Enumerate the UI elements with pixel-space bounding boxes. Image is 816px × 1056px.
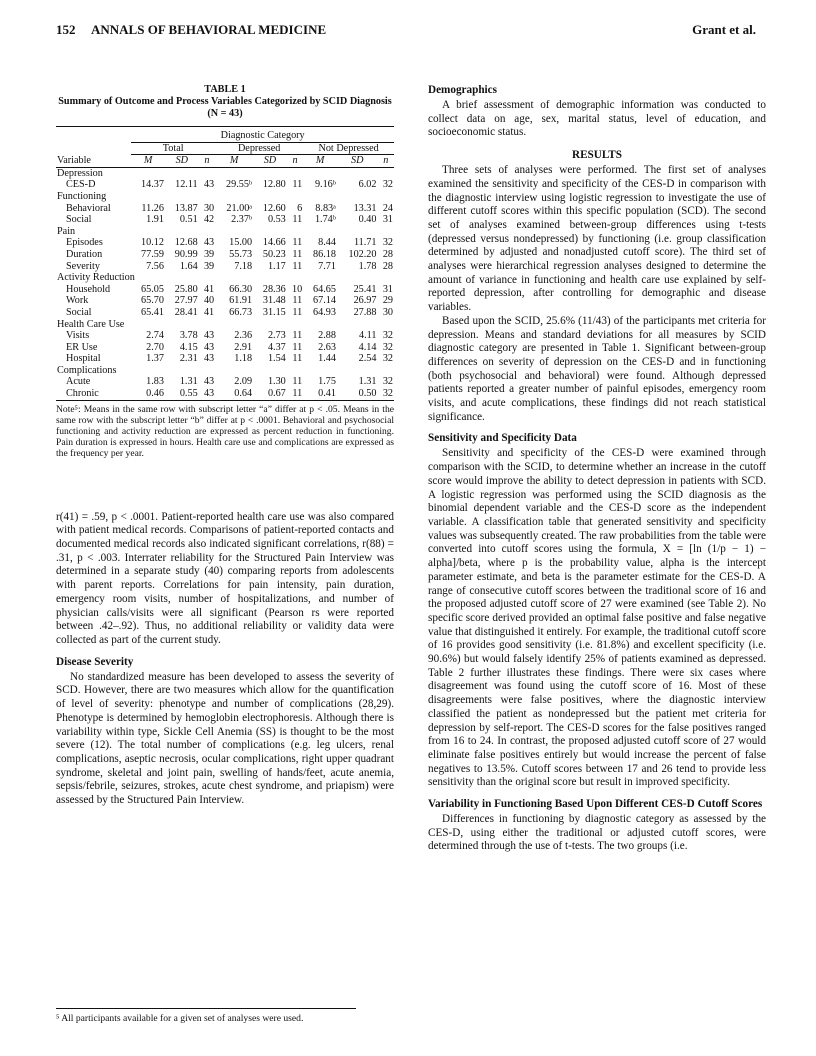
table-row <box>56 342 394 354</box>
table-cell: 32 <box>382 179 393 191</box>
section-label: Depression <box>57 167 103 179</box>
table-cell: 25.80 <box>174 283 198 295</box>
table-cell: 66.30 <box>229 283 253 295</box>
table-row <box>56 249 394 261</box>
table-cell: 2.91 <box>234 341 253 353</box>
table-cell: 43 <box>203 237 215 249</box>
table-cell: 27.97 <box>174 295 198 307</box>
table-cell: 1.18 <box>234 353 253 365</box>
table-cell: 12.11 <box>175 179 198 191</box>
table-cell: 2.73 <box>267 330 286 342</box>
table-row <box>56 388 394 400</box>
table-cell: 43 <box>203 341 215 353</box>
table-cell: 77.59 <box>141 248 164 260</box>
table-cell: 11 <box>292 248 303 260</box>
table-cell: 50.23 <box>262 248 286 260</box>
table-cell: 102.20 <box>348 248 377 260</box>
row-variable-name: Social <box>66 214 92 226</box>
table-caption: Summary of Outcome and Process Variables Categorized by SCID Diagnosis (N = 43) <box>58 96 392 119</box>
table-cell: 1.54 <box>267 353 286 365</box>
group-header-depressed: Depressed <box>215 142 303 155</box>
heading-variability: Variability in Functioning Based Upon Different CES-D Cutoff Scores <box>428 798 763 811</box>
table-cell: 1.78 <box>358 260 377 272</box>
table-cell: 2.70 <box>146 341 164 353</box>
table-cell: 27.88 <box>353 306 377 318</box>
table-cell: 7.56 <box>146 260 164 272</box>
table-cell: 25.41 <box>353 283 377 295</box>
table-cell: 11 <box>292 376 303 388</box>
table-cell: 14.66 <box>262 237 286 249</box>
table-title: TABLE 1 <box>204 84 246 95</box>
table-cell: 43 <box>203 376 215 388</box>
table-cell: 1.31 <box>358 376 377 388</box>
table-cell: 42 <box>203 214 215 226</box>
table-cell: 13.31 <box>353 202 377 214</box>
table-row <box>56 261 394 273</box>
row-variable-name: Visits <box>66 330 90 342</box>
table-cell: 8.83ᵃ <box>315 202 336 214</box>
table-section-row <box>56 226 394 238</box>
table-cell: 41 <box>203 283 215 295</box>
table-cell: 61.91 <box>229 295 253 307</box>
section-label: Activity Reduction <box>57 272 135 284</box>
table-cell: 2.31 <box>179 353 198 365</box>
table-cell: 43 <box>203 388 215 400</box>
stat-header: M <box>303 155 337 168</box>
table-row <box>56 203 394 215</box>
table-cell: 90.99 <box>174 248 198 260</box>
table-cell: 0.40 <box>358 214 377 226</box>
table-cell: 2.36 <box>234 330 253 342</box>
group-header-total: Total <box>131 142 215 155</box>
demographics-paragraph: A brief assessment of demographic information was conducted to collect data on age, sex, marital status, level of education, and socioeconomic status. <box>428 99 766 139</box>
table-cell: 28.41 <box>174 306 198 318</box>
stat-header: SD <box>253 155 287 168</box>
row-variable-name: Acute <box>66 376 91 388</box>
table-cell: 55.73 <box>229 248 253 260</box>
table-section-row <box>56 319 394 331</box>
stat-header: SD <box>337 155 378 168</box>
table-cell: 12.68 <box>174 237 198 249</box>
table-row <box>56 307 394 319</box>
table-cell: 1.74ᵇ <box>314 214 336 226</box>
stat-header: M <box>131 155 165 168</box>
results-paragraph-2: Based upon the SCID, 25.6% (11/43) of the participants met criteria for depression. Means and standard deviations for all measures by SCID diagnostic category are presented in Table 1. Significant between-group differences on severity of depression on the CES-D and in functioning (both psychosocial and behavioral) were found. Although depressed patients reported a greater number of painful episodes, emergency room visits, and acute complications, these findings did not reach statistical significance. <box>428 314 766 423</box>
table-cell: 13.87 <box>174 202 198 214</box>
row-variable-name: Hospital <box>66 353 101 365</box>
table-cell: 7.71 <box>318 260 336 272</box>
table-cell: 1.91 <box>146 214 164 226</box>
table-cell: 11 <box>292 330 303 342</box>
table-cell: 11 <box>292 295 303 307</box>
variable-header: Variable <box>56 155 131 168</box>
page-header <box>56 22 756 44</box>
table-row <box>56 179 394 191</box>
stat-header: n <box>199 155 215 168</box>
row-variable-name: Work <box>66 295 89 307</box>
table-cell: 1.31 <box>179 376 198 388</box>
table-cell: 4.14 <box>358 341 377 353</box>
table-cell: 32 <box>382 353 393 365</box>
diagnostic-category-header: Diagnostic Category <box>131 127 394 143</box>
table-cell: 0.51 <box>179 214 198 226</box>
table-cell: 32 <box>382 237 393 249</box>
table-cell: 11 <box>292 237 303 249</box>
table-cell: 43 <box>203 353 215 365</box>
section-label: Health Care Use <box>57 318 125 330</box>
heading-disease-severity: Disease Severity <box>56 655 134 668</box>
table-cell: 29 <box>382 295 393 307</box>
table-cell: 2.54 <box>358 353 377 365</box>
table-cell: 32 <box>382 376 393 388</box>
table-cell: 10 <box>292 283 303 295</box>
group-header-not-depressed: Not Depressed <box>303 142 394 155</box>
table-cell: 15.00 <box>229 237 253 249</box>
table-cell: 11 <box>292 214 303 226</box>
table-cell: 28 <box>382 248 393 260</box>
table-cell: 1.64 <box>179 260 198 272</box>
footnote-rule <box>56 1008 356 1009</box>
table-note: Note⁵: Means in the same row with subscript letter “a” differ at p < .05. Means in the same row with the subscript letter “b” differ at p < .0001. Behavioral and psychosocial functioning and activity reduction are expressed as percent reduction in functioning. Pain duration is expressed in hours. Health care use and complications are expressed as the frequency per year. <box>56 403 394 459</box>
table-cell: 12.60 <box>262 202 286 214</box>
table-cell: 2.74 <box>146 330 164 342</box>
table-cell: 31.15 <box>262 306 286 318</box>
table-cell: 43 <box>203 179 215 191</box>
table-cell: 65.70 <box>141 295 164 307</box>
table-cell: 1.83 <box>146 376 164 388</box>
row-variable-name: Severity <box>66 260 100 272</box>
table-cell: 28 <box>382 260 393 272</box>
table-cell: 3.78 <box>179 330 198 342</box>
table-cell: 0.53 <box>267 214 286 226</box>
table-cell: 12.80 <box>262 179 286 191</box>
table-section-row <box>56 272 394 284</box>
table-cell: 6.02 <box>358 179 377 191</box>
stat-header: n <box>287 155 303 168</box>
table-cell: 67.14 <box>313 295 336 307</box>
table-cell: 11 <box>292 388 303 400</box>
table-cell: 30 <box>382 306 393 318</box>
footnote: ⁵ All participants available for a given set of analyses were used. <box>56 1013 304 1024</box>
table-cell: 1.37 <box>146 353 164 365</box>
table-cell: 6 <box>297 202 303 214</box>
stat-header: SD <box>165 155 199 168</box>
table-cell: 8.44 <box>318 237 336 249</box>
results-table <box>56 126 394 401</box>
row-variable-name: Episodes <box>66 237 103 249</box>
table-cell: 11.26 <box>141 202 164 214</box>
table-cell: 2.88 <box>318 330 336 342</box>
table-cell: 0.64 <box>234 388 253 400</box>
table-section-row <box>56 167 394 179</box>
table-cell: 39 <box>203 248 215 260</box>
table-row <box>56 237 394 249</box>
row-variable-name: Chronic <box>66 388 99 400</box>
page-number: 152 <box>56 22 76 37</box>
sensitivity-paragraph: Sensitivity and specificity of the CES-D were examined through comparison with the SCID, to determine whether an increase in the cutoff score would improve the ability to detect depression in patients with SCD. A logistic regression was performed using the SCID diagnosis as the binomial dependent variable and the CES-D score as the independent variable. A classification table that generated sensitivity and specificity values was subsequently created. The raw probabilities from the table were converted into cutoff scores using the formula, X = [ln (1/p − 1) − alpha]/beta, where p is the probability value, alpha is the intercept parameter estimate, and beta is the parameter estimate for the CES-D. A range of consecutive cutoff scores between the traditional score of 16 and the proposed adjusted cutoff score of 27 were examined (see Table 2). No specific score derived provided an optimal false positive and false negative value that distinguished it entirely. For example, the traditional cutoff score of 16 provides good sensitivity (i.e. 81.8%) and excellent specificity (i.e. 90.6%) but would falsely identify 25% of patients examined as depressed. Table 2 further illustrates these findings. There were six cases where disagreement was found using the cutoff score of 16. Most of these disagreements were false positives, where the diagnostic interview classified the patient as nondepressed but the patient met criteria for depression by self-report. The CES-D scores for the false positives ranged from 16 to 24. In contrast, the proposed adjusted cutoff score of 27 would eliminate false positives entirely but would increase the percent of false negatives to 13.5%. Cutoff scores between 17 and 26 tend to provide less sensitivity than the original score but result in improved specificity. <box>428 447 766 789</box>
heading-demographics: Demographics <box>428 84 497 96</box>
section-label: Functioning <box>57 190 107 202</box>
table-cell: 39 <box>203 260 215 272</box>
right-column <box>428 84 766 854</box>
table-cell: 11 <box>292 260 303 272</box>
table-cell: 31 <box>382 283 393 295</box>
journal-title: ANNALS OF BEHAVIORAL MEDICINE <box>91 22 327 37</box>
table-cell: 1.17 <box>267 260 286 272</box>
heading-sensitivity: Sensitivity and Specificity Data <box>428 432 577 445</box>
table-body <box>56 167 394 400</box>
table-row <box>56 330 394 342</box>
table-cell: 0.50 <box>358 388 377 400</box>
table-row <box>56 295 394 307</box>
running-author: Grant et al. <box>692 22 756 37</box>
results-paragraph-1: Three sets of analyses were performed. The first set of analyses examined the sensitivity and specificity of the CES-D in comparison with the diagnostic interview using logistic regression to investigate the use of different cutoff scores within this specific population (SCD). The second set of analyses examined between-group differences using t-tests (depressed versus nondepressed) by functioning (i.e. group classification determined by adjusted and nonadjusted cutoff score). The third set of analyses were hierarchical regression analyses designed to determine the amount of variance in functioning and health care use explained by self-reported depression, after controlling for demographic and disease variables. <box>428 164 766 314</box>
table-cell: 24 <box>382 202 393 214</box>
table-cell: 0.55 <box>179 388 198 400</box>
table-cell: 64.93 <box>313 306 336 318</box>
table-row <box>56 214 394 226</box>
table-cell: 32 <box>382 330 393 342</box>
table-section-row <box>56 191 394 203</box>
table-cell: 2.63 <box>318 341 336 353</box>
table-cell: 86.18 <box>313 248 336 260</box>
table-cell: 21.00ᵃ <box>226 202 253 214</box>
table-row <box>56 353 394 365</box>
row-variable-name: ER Use <box>66 341 98 353</box>
left-column <box>56 84 394 808</box>
table-cell: 11 <box>292 179 303 191</box>
section-label: Pain <box>57 225 76 237</box>
section-label: Complications <box>57 364 117 376</box>
table-cell: 1.30 <box>267 376 286 388</box>
left-paragraph-1: r(41) = .59, p < .0001. Patient-reported health care use was also compared with patient medical records. Comparisons of patient-reported contacts and documented medical records also indicated significant correlations, r(88) = .31, p < .003. Interrater reliability for the Structured Pain Interview was determined in a separate study (40) comparing reports from adolescents with parent reports. Correlations for pain intensity, pain duration, emergency room visits, number of hospitalizations, and number of physician calls/visits were all significant (Pearson rs were reported between .42–.92). Thus, no additional reliability or validity data were collected as part of the current study. <box>56 510 394 646</box>
table-cell: 1.44 <box>318 353 336 365</box>
row-variable-name: CES-D <box>66 179 96 191</box>
table-cell: 4.11 <box>359 330 377 342</box>
table-cell: 9.16ᵇ <box>314 179 336 191</box>
table-cell: 41 <box>203 306 215 318</box>
row-variable-name: Household <box>66 283 111 295</box>
stat-header: n <box>377 155 394 168</box>
table-row <box>56 284 394 296</box>
table-cell: 7.18 <box>234 260 253 272</box>
table-cell: 31.48 <box>262 295 286 307</box>
table-cell: 65.05 <box>141 283 164 295</box>
table-cell: 0.41 <box>318 388 336 400</box>
stat-header: M <box>215 155 253 168</box>
table-cell: 30 <box>203 202 215 214</box>
table-cell: 29.55ᵇ <box>226 179 253 191</box>
table-cell: 0.67 <box>267 388 286 400</box>
left-paragraph-2: No standardized measure has been developed to assess the severity of SCD. However, there are two measures which allow for the quantification of level of severity: phenotype and number of complications (28,29). Phenotype is determined by hemoglobin electrophoresis. Although there is variability within type, Sickle Cell Anemia (SS) is thought to be the most severe (12). The total number of complications (e.g. leg ulcers, renal complications, aseptic necrosis, ocular complications, right upper quadrant syndrome, skeletal and joint pain, swelling of hands/feet, acute anemia, sepsis/febrile, seizures, strokes, acute chest syndrome, and priapism) were assessed by the Structured Pain Interview. <box>56 670 394 807</box>
table-cell: 11 <box>292 341 303 353</box>
heading-results: RESULTS <box>572 149 622 162</box>
table-cell: 2.37ᵇ <box>231 214 253 226</box>
table-cell: 11 <box>292 306 303 318</box>
row-variable-name: Social <box>66 306 92 318</box>
table-cell: 11 <box>292 353 303 365</box>
table-cell: 10.12 <box>141 237 164 249</box>
table-cell: 65.41 <box>141 306 164 318</box>
table-cell: 4.15 <box>179 341 198 353</box>
row-variable-name: Duration <box>66 248 103 260</box>
table-cell: 2.09 <box>234 376 253 388</box>
table-cell: 1.75 <box>318 376 336 388</box>
table-cell: 40 <box>203 295 215 307</box>
table-cell: 66.73 <box>229 306 253 318</box>
row-variable-name: Behavioral <box>66 202 111 214</box>
table-cell: 28.36 <box>262 283 286 295</box>
table-row <box>56 376 394 388</box>
table-cell: 26.97 <box>353 295 377 307</box>
table-cell: 0.46 <box>146 388 164 400</box>
table-cell: 4.37 <box>267 341 286 353</box>
table-cell: 43 <box>203 330 215 342</box>
table-cell: 64.65 <box>313 283 336 295</box>
table-section-row <box>56 365 394 377</box>
table-cell: 14.37 <box>141 179 164 191</box>
table-cell: 32 <box>382 341 393 353</box>
table-cell: 32 <box>382 388 393 400</box>
table-cell: 31 <box>382 214 393 226</box>
table-cell: 11.71 <box>353 237 377 249</box>
variability-paragraph: Differences in functioning by diagnostic category as assessed by the CES-D, using either the traditional or adjusted cutoff scores, were determined through the use of t-tests. The two groups (i.e. <box>428 813 766 853</box>
